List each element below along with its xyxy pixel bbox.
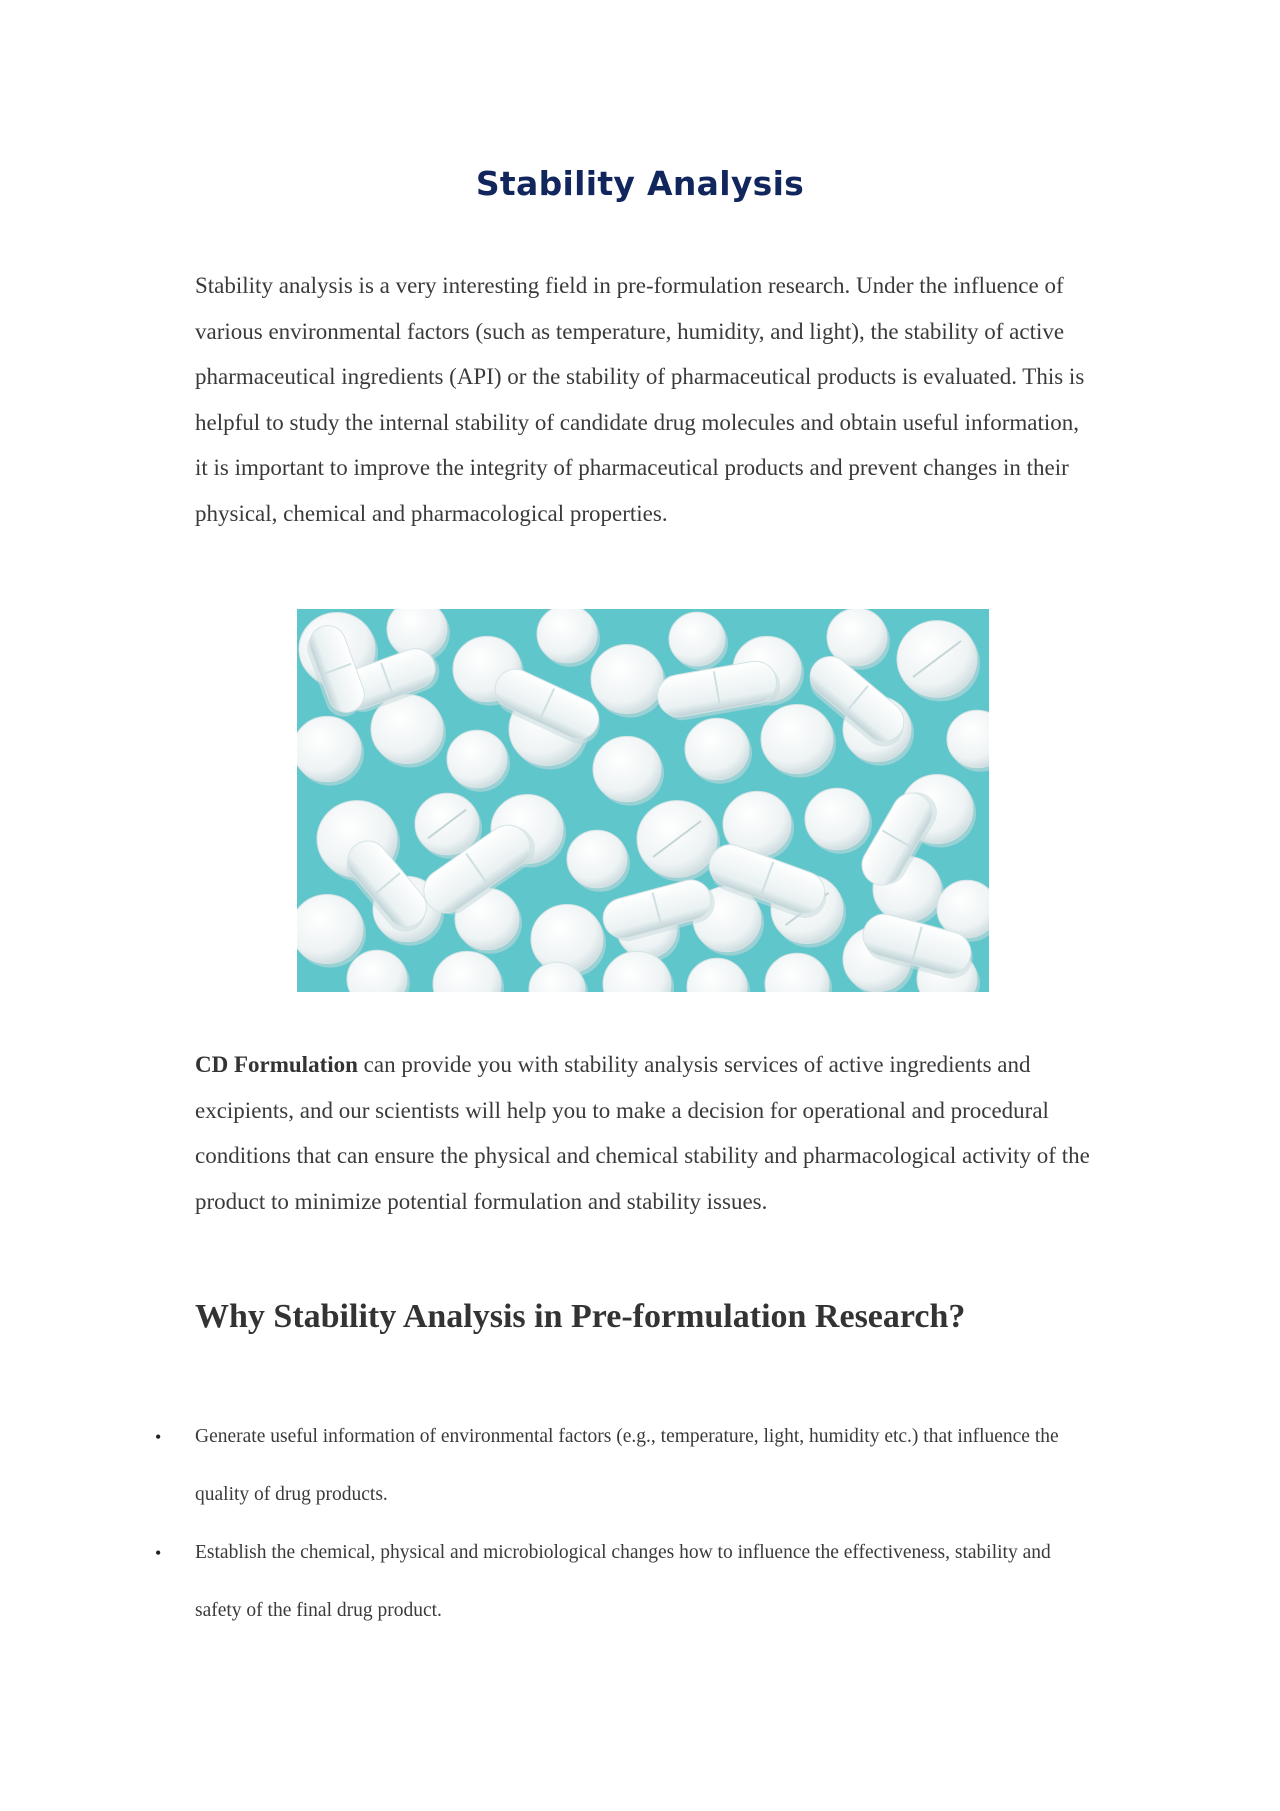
intro-paragraph: Stability analysis is a very interesting field in pre-formulation research. Under the influence of various environmental factors (such as temperature, humidity, and light), the stability of active pharmaceutical ingredients (API) or the stability of pharmaceutical products is evaluated. This is helpful to study the internal stability of candidate drug molecules and obtain useful information, it is important to improve the integrity of pharmaceutical products and prevent changes in their physical, chemical and pharmacological properties. — [195, 273, 1085, 526]
pills-illustration — [297, 609, 989, 992]
bullet-text: Establish the chemical, physical and microbiological changes how to influence the effectiveness, stability and safety of the final drug product. — [195, 1542, 1051, 1621]
page-title: Stability Analysis — [475, 164, 805, 203]
services-text: can provide you with stability analysis services of active ingredients and excipients, and our scientists will help you to make a decision for operational and procedural conditions that can ensure the physical and chemical stability and pharmacological activity of the product to minimize potential formulation and stability issues. — [195, 1052, 1090, 1214]
bullet-icon: • — [155, 1543, 162, 1563]
why-bullet-list — [0, 1408, 1280, 1640]
services-paragraph — [195, 1042, 1095, 1224]
list-item — [0, 1524, 1095, 1640]
bullet-text: Generate useful information of environmental factors (e.g., temperature, light, humidity etc.) that influence the quality of drug products. — [195, 1426, 1059, 1505]
why-heading: Why Stability Analysis in Pre-formulation Research? — [195, 1298, 966, 1335]
pills-image — [297, 609, 989, 992]
bullet-icon: • — [155, 1427, 162, 1447]
company-name: CD Formulation — [195, 1052, 358, 1077]
list-item — [0, 1408, 1095, 1524]
